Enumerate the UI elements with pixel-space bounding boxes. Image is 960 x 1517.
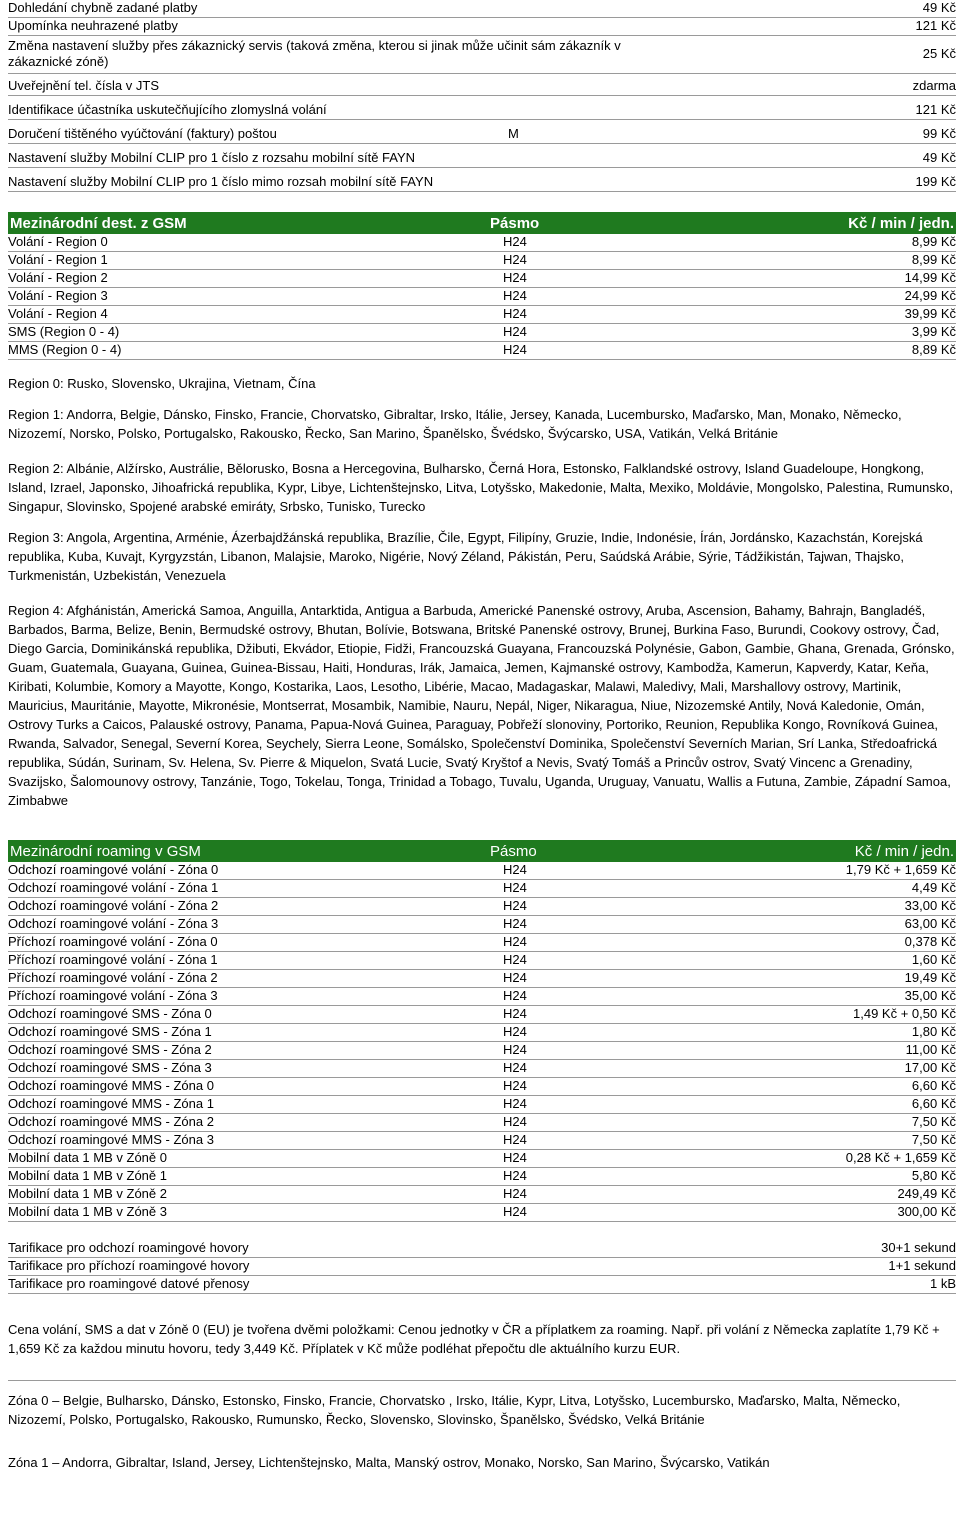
row-name: Odchozí roamingové SMS - Zóna 2 <box>8 1042 212 1057</box>
row-name: Odchozí roamingové MMS - Zóna 3 <box>8 1132 214 1147</box>
row-value: 300,00 Kč <box>897 1204 956 1219</box>
table-row <box>8 1024 956 1042</box>
table-row <box>8 74 956 96</box>
table-row <box>8 234 956 252</box>
fee-zone <box>508 190 888 191</box>
row-zone: H24 <box>503 934 527 949</box>
header-price: Kč / min / jedn. <box>848 214 954 232</box>
fee-value: 99 Kč <box>922 126 956 141</box>
header-price: Kč / min / jedn. <box>854 842 954 860</box>
row-value: 35,00 Kč <box>904 988 956 1003</box>
table-row <box>8 1060 956 1078</box>
row-zone: H24 <box>503 970 527 985</box>
row-name: Mobilní data 1 MB v Zóně 1 <box>8 1168 167 1183</box>
roaming-note: Cena volání, SMS a dat v Zóně 0 (EU) je tvořena dvěmi položkami: Cenou jednotky v ČR a příplatkem za roaming. Např. při volání z Německa zaplatíte 1,79 Kč + 1,659 Kč za každou minutu hovoru, tedy 3,449 Kč. Příplatek v Kč může podléhat přepočtu dle aktuálního kurzu EUR. <box>8 1322 940 1356</box>
row-value: 7,50 Kč <box>911 1132 956 1147</box>
row-zone: H24 <box>503 1168 527 1183</box>
table-row <box>8 1006 956 1024</box>
fee-value: zdarma <box>912 78 956 93</box>
region-2-text: Region 2: Albánie, Alžírsko, Austrálie, Bělorusko, Bosna a Hercegovina, Bulharsko, Černá Hora, Estonsko, Falklandské ostrovy, Island Guadeloupe, Hongkong, Island, Izrael, Japonsko, Jihoafrická republika, Kypr, Libye, Lichtenštejnsko, Litva, Lotyšsko, Makedonie, Malta, Mexiko, Moldávie, Mongolsko, Palestina, Rumunsko, Singapur, Slovinsko, Spojené arabské emiráty, Srbsko, Tunisko, Turecko <box>8 461 954 514</box>
row-name: Odchozí roamingové SMS - Zóna 3 <box>8 1060 212 1075</box>
row-zone: H24 <box>503 880 527 895</box>
region-3-text: Region 3: Angola, Argentina, Arménie, Ázerbajdžánská republika, Brazílie, Čile, Egypt, Filipíny, Gruzie, Indie, Indonésie, Írán, Jordánsko, Kazachstán, Korejská republika, Kuba, Kuvajt, Kyrgyzstán, Libanon, Malajsie, Maroko, Nigérie, Nový Zéland, Pákistán, Peru, Saúdská Arábie, Sýrie, Tádžikistán, Tajwan, Thajsko, Turkmenistán, Uzbekistán, Venezuela <box>8 530 923 583</box>
table-row <box>8 252 956 270</box>
row-zone <box>503 1256 881 1257</box>
row-name: Příchozí roamingové volání - Zóna 0 <box>8 934 218 949</box>
row-value: 1,79 Kč + 1,659 Kč <box>845 862 956 877</box>
row-name: Odchozí roamingové MMS - Zóna 0 <box>8 1078 214 1093</box>
row-value: 30+1 sekund <box>881 1240 956 1255</box>
fee-zone <box>508 94 888 95</box>
fee-zone <box>508 166 888 167</box>
row-name: Volání - Region 1 <box>8 252 108 267</box>
row-value: 17,00 Kč <box>904 1060 956 1075</box>
row-name: Tarifikace pro odchozí roamingové hovory <box>8 1240 249 1255</box>
row-value: 1,60 Kč <box>911 952 956 967</box>
table-row <box>8 168 956 192</box>
table-row <box>8 1078 956 1096</box>
row-name: Tarifikace pro roamingové datové přenosy <box>8 1276 250 1291</box>
row-value: 1 kB <box>929 1276 956 1291</box>
row-value: 4,49 Kč <box>911 880 956 895</box>
region-4-text: Region 4: Afghánistán, Americká Samoa, Anguilla, Antarktida, Antigua a Barbuda, Americké Panenské ostrovy, Aruba, Ascension, Bahamy, Bahrajn, Bangladéš, Barbados, Barma, Belize, Benin, Bermudské ostrovy, Bhutan, Bolívie, Botswana, Britské Panenské ostrovy, Brunej, Burkina Faso, Burundi, Cookovy ostrovy, Čad, Diego Garcia, Dominikánská republika, Džibuti, Ekvádor, Etiopie, Fidži, Francouzská Guayana, Francouzská Polynésie, Gabon, Gambie, Ghana, Grenada, Grónsko, Guam, Guatemala, Guayana, Guinea, Guinea-Bissau, Haiti, Honduras, Irák, Jamaica, Jemen, Kajmanské ostrovy, Kambodža, Kamerun, Kapverdy, Katar, Keňa, Kiribati, Kolumbie, Komory a Mayotte, Kongo, Kostarika, Laos, Lesotho, Libérie, Macao, Madagaskar, Malawi, Maledivy, Mali, Marshallovy ostrovy, Martinik, Mauricius, Mauritánie, Mayotte, Mikronésie, Montserrat, Mosambik, Namibie, Nauru, Nepál, Niger, Nikaragua, Niue, Nizozemské Antily, Nová Kaledonie, Omán, Ostrovy Turks a Caicos, Palauské ostrovy, Panama, Papua-Nová Guinea, Paraguay, Pobřeží slonoviny, Portoriko, Reunion, Republika Kongo, Rovníková Guinea, Rwanda, Salvador, Senegal, Severní Korea, Seychely, Sierra Leone, Somálsko, Společenství Dominika, Společenství Severních Marian, Srí Lanka, Středoafrická republika, Súdán, Surinam, Sv. Helena, Sv. Pierre & Miquelon, Svatá Lucie, Svatý Kryštof a Nevis, Svatý Tomáš a Princův ostrov, Svatý Vincenc a Grenadiny, Svazijsko, Šalomounovy ostrovy, Tanzánie, Togo, Tokelau, Tonga, Trinidad a Tobago, Tuvalu, Uganda, Uruguay, Vanuatu, Wallis a Futuna, Zambie, Západní Samoa, Zimbabwe <box>8 603 955 808</box>
row-value: 8,89 Kč <box>911 342 956 357</box>
row-value: 5,80 Kč <box>911 1168 956 1183</box>
row-value: 6,60 Kč <box>911 1078 956 1093</box>
row-name: Mobilní data 1 MB v Zóně 2 <box>8 1186 167 1201</box>
table-row <box>8 1096 956 1114</box>
row-value: 63,00 Kč <box>904 916 956 931</box>
row-value: 8,99 Kč <box>911 234 956 249</box>
fee-value: 121 Kč <box>915 18 956 33</box>
header-destination: Mezinárodní dest. z GSM <box>10 214 187 232</box>
region-1-text: Region 1: Andorra, Belgie, Dánsko, Finsko, Francie, Chorvatsko, Gibraltar, Irsko, Itálie, Jersey, Kanada, Lucembursko, Maďarsko, Man, Monako, Německo, Nizozemí, Norsko, Polsko, Portugalsko, Rakousko, Řecko, San Marino, Španělsko, Švédsko, Švýcarsko, USA, Vatikán, Velká Británie <box>8 407 902 441</box>
fee-value: 49 Kč <box>922 0 956 15</box>
table-row <box>8 1132 956 1150</box>
row-name: Příchozí roamingové volání - Zóna 2 <box>8 970 218 985</box>
table-row <box>8 1114 956 1132</box>
row-value: 11,00 Kč <box>905 1042 956 1057</box>
region-list <box>8 374 956 810</box>
row-zone: H24 <box>503 234 527 249</box>
row-name: Příchozí roamingové volání - Zóna 1 <box>8 952 218 967</box>
table-row <box>8 0 956 18</box>
row-zone: H24 <box>503 288 527 303</box>
row-name: Odchozí roamingové MMS - Zóna 1 <box>8 1096 214 1111</box>
row-zone: H24 <box>503 988 527 1003</box>
table-row <box>8 96 956 120</box>
row-name: Mobilní data 1 MB v Zóně 0 <box>8 1150 167 1165</box>
fee-value: 25 Kč <box>922 46 956 61</box>
row-name: Odchozí roamingové SMS - Zóna 0 <box>8 1006 212 1021</box>
row-zone: H24 <box>503 1114 527 1129</box>
row-zone: H24 <box>503 1006 527 1021</box>
roaming-table-header <box>8 840 956 862</box>
row-zone: H24 <box>503 952 527 967</box>
row-zone <box>503 1292 930 1293</box>
row-zone: H24 <box>503 1186 527 1201</box>
fee-zone <box>508 34 888 35</box>
fee-name: Nastavení služby Mobilní CLIP pro 1 číslo mimo rozsah mobilní sítě FAYN <box>8 174 434 189</box>
table-row <box>8 1258 956 1276</box>
row-zone <box>503 1274 888 1275</box>
row-value: 24,99 Kč <box>904 288 956 303</box>
row-zone: H24 <box>503 252 527 267</box>
row-value: 7,50 Kč <box>911 1114 956 1129</box>
fee-value: 121 Kč <box>915 102 956 117</box>
row-zone: H24 <box>503 898 527 913</box>
row-zone: H24 <box>503 324 527 339</box>
row-name: Volání - Region 4 <box>8 306 108 321</box>
table-row <box>8 1168 956 1186</box>
row-value: 1+1 sekund <box>888 1258 956 1273</box>
row-zone: H24 <box>503 1096 527 1111</box>
row-value: 1,80 Kč <box>911 1024 956 1039</box>
row-name: Odchozí roamingové MMS - Zóna 2 <box>8 1114 214 1129</box>
region-0-text: Region 0: Rusko, Slovensko, Ukrajina, Vietnam, Čína <box>8 376 316 391</box>
table-row <box>8 36 956 74</box>
intl-table-header <box>8 212 956 234</box>
row-zone: H24 <box>503 1132 527 1147</box>
row-zone: H24 <box>503 270 527 285</box>
row-value: 3,99 Kč <box>911 324 956 339</box>
row-name: Odchozí roamingové volání - Zóna 3 <box>8 916 219 931</box>
row-name: Volání - Region 3 <box>8 288 108 303</box>
row-name: Odchozí roamingové volání - Zóna 0 <box>8 862 219 877</box>
fee-zone <box>508 16 888 17</box>
row-zone: H24 <box>503 1204 527 1219</box>
header-service: Mezinárodní roaming v GSM <box>10 842 201 860</box>
row-zone: H24 <box>503 862 527 877</box>
table-row <box>8 880 956 898</box>
row-zone: H24 <box>503 1078 527 1093</box>
row-zone: H24 <box>503 1024 527 1039</box>
row-name: Příchozí roamingové volání - Zóna 3 <box>8 988 218 1003</box>
fee-value: 49 Kč <box>922 150 956 165</box>
table-row <box>8 270 956 288</box>
row-value: 249,49 Kč <box>897 1186 956 1201</box>
table-row <box>8 934 956 952</box>
row-zone: H24 <box>503 916 527 931</box>
row-name: Odchozí roamingové volání - Zóna 2 <box>8 898 219 913</box>
header-zone: Pásmo <box>490 842 537 860</box>
table-row <box>8 970 956 988</box>
table-row <box>8 1204 956 1222</box>
fee-value: 199 Kč <box>915 174 956 189</box>
table-row <box>8 144 956 168</box>
zone-1-text: Zóna 1 – Andorra, Gibraltar, Island, Jersey, Lichtenštejnsko, Malta, Manský ostrov, Monako, Norsko, San Marino, Švýcarsko, Vatikán <box>8 1455 770 1470</box>
table-row <box>8 18 956 36</box>
row-value: 6,60 Kč <box>911 1096 956 1111</box>
tariff-table <box>8 1240 956 1294</box>
row-value: 14,99 Kč <box>904 270 956 285</box>
price-list <box>8 0 956 1472</box>
row-zone: H24 <box>503 1060 527 1075</box>
row-name: Odchozí roamingové volání - Zóna 1 <box>8 880 219 895</box>
row-value: 19,49 Kč <box>904 970 956 985</box>
row-value: 39,99 Kč <box>904 306 956 321</box>
table-row <box>8 324 956 342</box>
row-value: 0,28 Kč + 1,659 Kč <box>845 1150 956 1165</box>
row-zone: H24 <box>503 342 527 357</box>
zone-0-text: Zóna 0 – Belgie, Bulharsko, Dánsko, Estonsko, Finsko, Francie, Chorvatsko , Irsko, Itálie, Kypr, Litva, Lotyšsko, Lucembursko, Maďarsko, Malta, Německo, Nizozemí, Polsko, Portugalsko, Rakousko, Rumunsko, Řecko, Slovensko, Slovinsko, Španělsko, Švédsko, Velká Británie <box>8 1393 901 1427</box>
table-row <box>8 988 956 1006</box>
table-row <box>8 288 956 306</box>
fee-name: Upomínka neuhrazené platby <box>8 18 178 33</box>
table-row <box>8 120 956 144</box>
header-zone: Pásmo <box>490 214 540 232</box>
row-name: Tarifikace pro příchozí roamingové hovory <box>8 1258 250 1273</box>
table-row <box>8 952 956 970</box>
table-row <box>8 342 956 360</box>
table-row <box>8 916 956 934</box>
fee-name: Dohledání chybně zadané platby <box>8 0 198 15</box>
table-row <box>8 898 956 916</box>
fee-name: Doručení tištěného vyúčtování (faktury) poštou <box>8 126 277 141</box>
row-name: Odchozí roamingové SMS - Zóna 1 <box>8 1024 212 1039</box>
fee-name: Nastavení služby Mobilní CLIP pro 1 číslo z rozsahu mobilní sítě FAYN <box>8 150 416 165</box>
table-row <box>8 1240 956 1258</box>
table-row <box>8 1042 956 1060</box>
row-name: Volání - Region 0 <box>8 234 108 249</box>
row-zone: H24 <box>503 1150 527 1165</box>
table-row <box>8 306 956 324</box>
row-value: 33,00 Kč <box>904 898 956 913</box>
fee-name: Identifikace účastníka uskutečňujícího zlomyslná volání <box>8 102 327 117</box>
intl-table <box>8 234 956 360</box>
fees-table <box>8 0 956 192</box>
fee-name: Uveřejnění tel. čísla v JTS <box>8 78 159 93</box>
table-row <box>8 1186 956 1204</box>
fee-zone <box>508 118 888 119</box>
row-name: SMS (Region 0 - 4) <box>8 324 120 339</box>
fee-zone: M <box>508 126 519 141</box>
row-value: 0,378 Kč <box>904 934 956 949</box>
row-value: 8,99 Kč <box>911 252 956 267</box>
row-zone: H24 <box>503 1042 527 1057</box>
table-row <box>8 1150 956 1168</box>
roaming-table <box>8 862 956 1222</box>
table-row <box>8 1276 956 1294</box>
row-value: 1,49 Kč + 0,50 Kč <box>853 1006 956 1021</box>
row-name: Volání - Region 2 <box>8 270 108 285</box>
table-row <box>8 862 956 880</box>
row-name: Mobilní data 1 MB v Zóně 3 <box>8 1204 167 1219</box>
row-zone: H24 <box>503 306 527 321</box>
fee-name: Změna nastavení služby přes zákaznický servis (taková změna, kterou si jinak může učinit sám zákazník v zákaznické zóně) <box>8 38 621 69</box>
fee-zone <box>628 54 888 55</box>
row-name: MMS (Region 0 - 4) <box>8 342 122 357</box>
